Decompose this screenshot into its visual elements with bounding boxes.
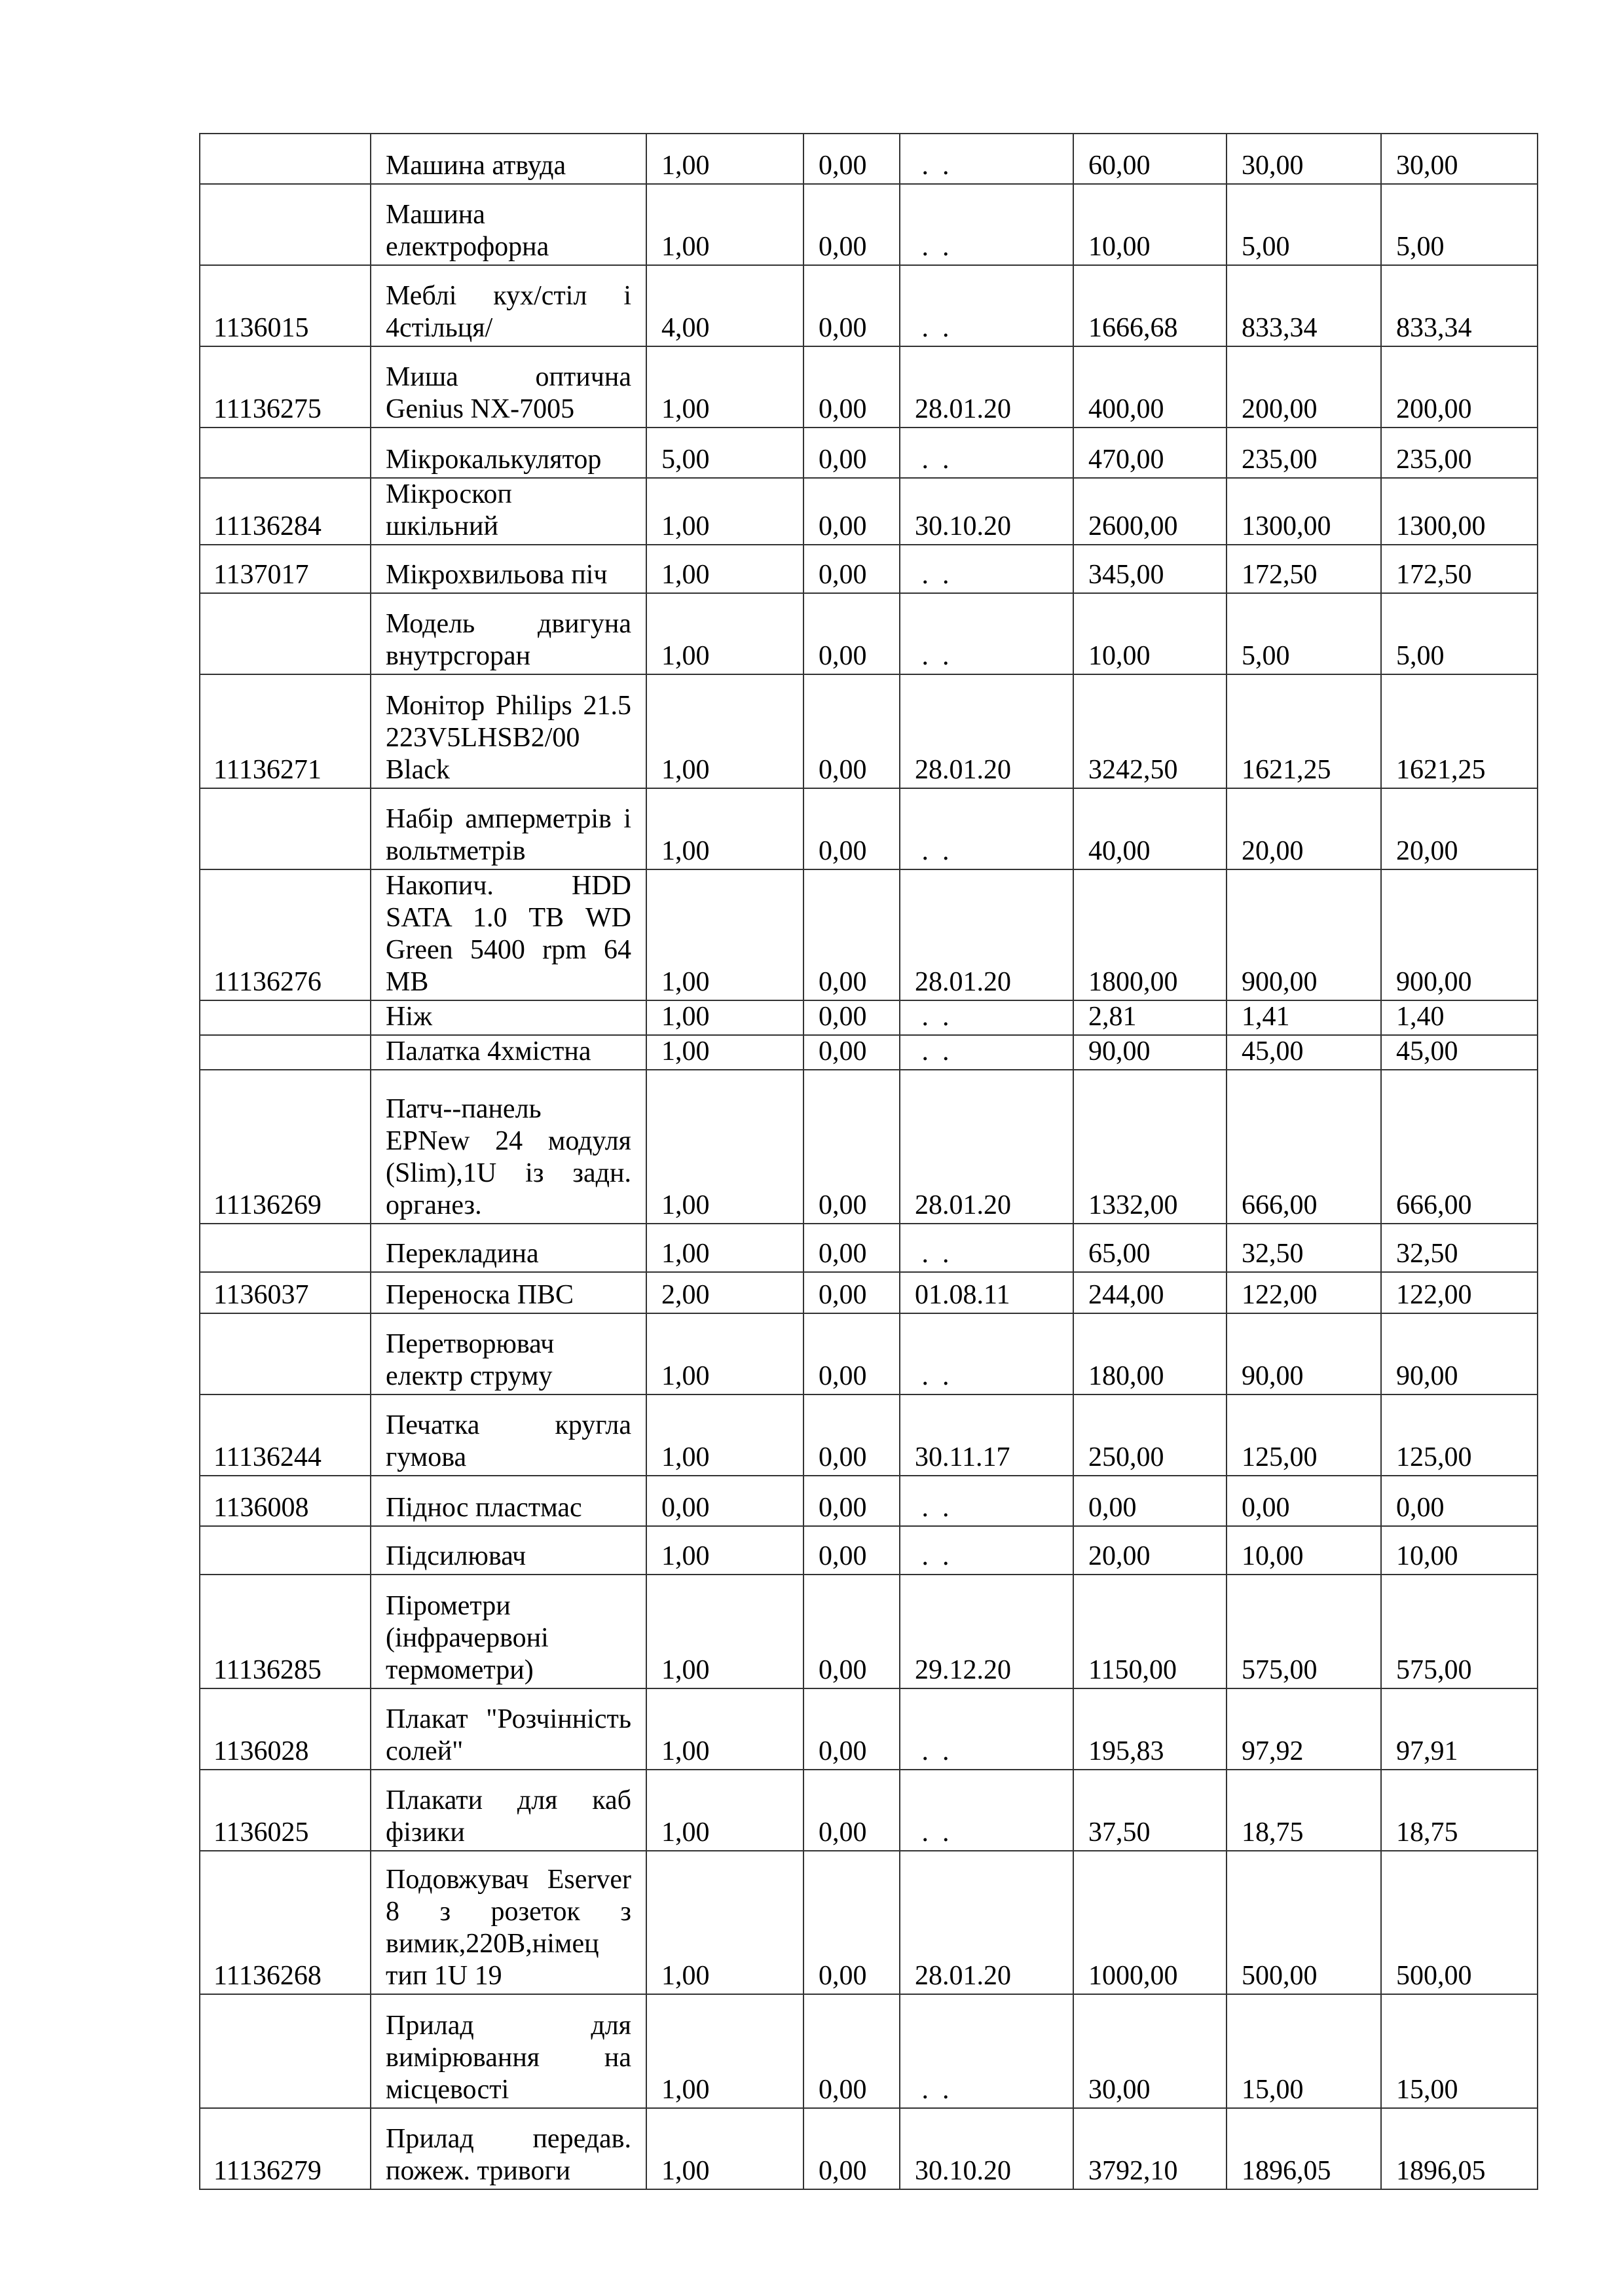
residual-value-cell: 18,75 <box>1381 1770 1538 1851</box>
residual-value-cell: 1300,00 <box>1381 478 1538 545</box>
table-row <box>200 1575 1538 1688</box>
date-cell: . . <box>900 593 1073 674</box>
inventory-code-cell: 1136015 <box>200 265 371 346</box>
sum-value-cell: 10,00 <box>1073 184 1227 265</box>
table-row <box>200 2108 1538 2189</box>
quantity-cell: 1,00 <box>646 184 803 265</box>
table-row <box>200 1688 1538 1770</box>
date-cell: . . <box>900 265 1073 346</box>
table-row <box>200 1851 1538 1994</box>
amount-col4-cell: 0,00 <box>803 184 900 265</box>
residual-value-cell: 10,00 <box>1381 1526 1538 1575</box>
table-row <box>200 545 1538 593</box>
date-cell: 30.10.20 <box>900 478 1073 545</box>
item-name-cell: Печатка кругла гумова <box>371 1394 646 1476</box>
item-name-cell: Машина електрофорна <box>371 184 646 265</box>
item-name-cell: Ніж <box>371 1000 646 1035</box>
amount-col4-cell: 0,00 <box>803 674 900 788</box>
inventory-code-cell <box>200 1994 371 2108</box>
amount-col4-cell: 0,00 <box>803 1526 900 1575</box>
table-row <box>200 593 1538 674</box>
sum-value-cell: 65,00 <box>1073 1224 1227 1272</box>
quantity-cell: 1,00 <box>646 1313 803 1394</box>
sum-value-cell: 3242,50 <box>1073 674 1227 788</box>
wear-value-cell: 20,00 <box>1227 788 1381 869</box>
table-row <box>200 1313 1538 1394</box>
item-name-cell: Патч--панель EPNew 24 модуля (Slim),1U із задн. органез. <box>371 1070 646 1224</box>
item-name-cell: Мікрокалькулятор <box>371 428 646 478</box>
table-row <box>200 1035 1538 1070</box>
amount-col4-cell: 0,00 <box>803 265 900 346</box>
amount-col4-cell: 0,00 <box>803 1035 900 1070</box>
amount-col4-cell: 0,00 <box>803 2108 900 2189</box>
sum-value-cell: 90,00 <box>1073 1035 1227 1070</box>
item-name-cell: Мікроскоп шкільний <box>371 478 646 545</box>
residual-value-cell: 575,00 <box>1381 1575 1538 1688</box>
quantity-cell: 1,00 <box>646 1575 803 1688</box>
table-row <box>200 184 1538 265</box>
amount-col4-cell: 0,00 <box>803 1394 900 1476</box>
table-row <box>200 1070 1538 1224</box>
residual-value-cell: 90,00 <box>1381 1313 1538 1394</box>
date-cell: . . <box>900 1035 1073 1070</box>
wear-value-cell: 1,41 <box>1227 1000 1381 1035</box>
table-row <box>200 478 1538 545</box>
amount-col4-cell: 0,00 <box>803 134 900 184</box>
item-name-cell: Накопич. HDD SATA 1.0 TB WD Green 5400 rpm 64 MB <box>371 869 646 1000</box>
residual-value-cell: 1621,25 <box>1381 674 1538 788</box>
item-name-cell: Плакат "Розчінність солей" <box>371 1688 646 1770</box>
inventory-code-cell <box>200 788 371 869</box>
item-name-cell: Подовжувач Eserver 8 з розеток з вимик,220В,німец тип 1U 19 <box>371 1851 646 1994</box>
item-name-cell: Прилад передав. пожеж. тривоги <box>371 2108 646 2189</box>
sum-value-cell: 1332,00 <box>1073 1070 1227 1224</box>
item-name-cell: Монітор Philips 21.5 223V5LHSB2/00 Black <box>371 674 646 788</box>
item-name-cell: Машина атвуда <box>371 134 646 184</box>
date-cell: . . <box>900 545 1073 593</box>
table-row <box>200 134 1538 184</box>
item-name-cell: Перетворювач електр струму <box>371 1313 646 1394</box>
item-name-cell: Пірометри (інфрачервоні термометри) <box>371 1575 646 1688</box>
inventory-code-cell <box>200 428 371 478</box>
inventory-code-cell: 11136275 <box>200 346 371 428</box>
item-name-cell: Прилад для вимірювання на місцевості <box>371 1994 646 2108</box>
quantity-cell: 0,00 <box>646 1476 803 1526</box>
date-cell: 30.10.20 <box>900 2108 1073 2189</box>
quantity-cell: 1,00 <box>646 788 803 869</box>
quantity-cell: 4,00 <box>646 265 803 346</box>
residual-value-cell: 0,00 <box>1381 1476 1538 1526</box>
date-cell: . . <box>900 1994 1073 2108</box>
residual-value-cell: 20,00 <box>1381 788 1538 869</box>
wear-value-cell: 200,00 <box>1227 346 1381 428</box>
date-cell: . . <box>900 428 1073 478</box>
amount-col4-cell: 0,00 <box>803 428 900 478</box>
quantity-cell: 1,00 <box>646 674 803 788</box>
inventory-code-cell <box>200 593 371 674</box>
inventory-code-cell <box>200 1313 371 1394</box>
residual-value-cell: 833,34 <box>1381 265 1538 346</box>
item-name-cell: Плакати для каб фізики <box>371 1770 646 1851</box>
quantity-cell: 1,00 <box>646 1994 803 2108</box>
residual-value-cell: 900,00 <box>1381 869 1538 1000</box>
residual-value-cell: 500,00 <box>1381 1851 1538 1994</box>
table-row <box>200 1224 1538 1272</box>
amount-col4-cell: 0,00 <box>803 1688 900 1770</box>
amount-col4-cell: 0,00 <box>803 1476 900 1526</box>
wear-value-cell: 833,34 <box>1227 265 1381 346</box>
amount-col4-cell: 0,00 <box>803 346 900 428</box>
inventory-code-cell: 1137017 <box>200 545 371 593</box>
residual-value-cell: 15,00 <box>1381 1994 1538 2108</box>
quantity-cell: 1,00 <box>646 1526 803 1575</box>
inventory-code-cell: 11136271 <box>200 674 371 788</box>
wear-value-cell: 575,00 <box>1227 1575 1381 1688</box>
amount-col4-cell: 0,00 <box>803 1770 900 1851</box>
date-cell: 28.01.20 <box>900 346 1073 428</box>
inventory-code-cell <box>200 184 371 265</box>
sum-value-cell: 400,00 <box>1073 346 1227 428</box>
amount-col4-cell: 0,00 <box>803 593 900 674</box>
amount-col4-cell: 0,00 <box>803 1000 900 1035</box>
date-cell: . . <box>900 134 1073 184</box>
inventory-table <box>199 133 1538 2190</box>
date-cell: 28.01.20 <box>900 674 1073 788</box>
inventory-code-cell: 1136025 <box>200 1770 371 1851</box>
wear-value-cell: 172,50 <box>1227 545 1381 593</box>
residual-value-cell: 1896,05 <box>1381 2108 1538 2189</box>
quantity-cell: 5,00 <box>646 428 803 478</box>
date-cell: . . <box>900 1526 1073 1575</box>
item-name-cell: Мікрохвильова піч <box>371 545 646 593</box>
amount-col4-cell: 0,00 <box>803 1272 900 1313</box>
wear-value-cell: 1896,05 <box>1227 2108 1381 2189</box>
wear-value-cell: 5,00 <box>1227 184 1381 265</box>
date-cell: . . <box>900 1770 1073 1851</box>
inventory-code-cell: 11136284 <box>200 478 371 545</box>
wear-value-cell: 666,00 <box>1227 1070 1381 1224</box>
date-cell: . . <box>900 1000 1073 1035</box>
quantity-cell: 1,00 <box>646 545 803 593</box>
wear-value-cell: 18,75 <box>1227 1770 1381 1851</box>
residual-value-cell: 172,50 <box>1381 545 1538 593</box>
table-row <box>200 1272 1538 1313</box>
date-cell: . . <box>900 788 1073 869</box>
inventory-code-cell: 1136037 <box>200 1272 371 1313</box>
quantity-cell: 1,00 <box>646 1000 803 1035</box>
amount-col4-cell: 0,00 <box>803 478 900 545</box>
item-name-cell: Перекладина <box>371 1224 646 1272</box>
residual-value-cell: 125,00 <box>1381 1394 1538 1476</box>
table-body <box>200 134 1538 2189</box>
sum-value-cell: 195,83 <box>1073 1688 1227 1770</box>
sum-value-cell: 1666,68 <box>1073 265 1227 346</box>
inventory-code-cell: 11136276 <box>200 869 371 1000</box>
amount-col4-cell: 0,00 <box>803 1224 900 1272</box>
date-cell: 30.11.17 <box>900 1394 1073 1476</box>
quantity-cell: 1,00 <box>646 1224 803 1272</box>
residual-value-cell: 1,40 <box>1381 1000 1538 1035</box>
wear-value-cell: 15,00 <box>1227 1994 1381 2108</box>
date-cell: . . <box>900 184 1073 265</box>
residual-value-cell: 235,00 <box>1381 428 1538 478</box>
table-row <box>200 1526 1538 1575</box>
date-cell: . . <box>900 1688 1073 1770</box>
table-row <box>200 1994 1538 2108</box>
table-row <box>200 1476 1538 1526</box>
quantity-cell: 1,00 <box>646 1770 803 1851</box>
date-cell: 28.01.20 <box>900 1851 1073 1994</box>
wear-value-cell: 90,00 <box>1227 1313 1381 1394</box>
quantity-cell: 2,00 <box>646 1272 803 1313</box>
inventory-code-cell: 1136008 <box>200 1476 371 1526</box>
amount-col4-cell: 0,00 <box>803 1313 900 1394</box>
sum-value-cell: 37,50 <box>1073 1770 1227 1851</box>
wear-value-cell: 45,00 <box>1227 1035 1381 1070</box>
wear-value-cell: 10,00 <box>1227 1526 1381 1575</box>
date-cell: 28.01.20 <box>900 869 1073 1000</box>
sum-value-cell: 180,00 <box>1073 1313 1227 1394</box>
sum-value-cell: 20,00 <box>1073 1526 1227 1575</box>
sum-value-cell: 470,00 <box>1073 428 1227 478</box>
item-name-cell: Модель двигуна внутрсгоран <box>371 593 646 674</box>
quantity-cell: 1,00 <box>646 2108 803 2189</box>
sum-value-cell: 3792,10 <box>1073 2108 1227 2189</box>
quantity-cell: 1,00 <box>646 869 803 1000</box>
quantity-cell: 1,00 <box>646 346 803 428</box>
amount-col4-cell: 0,00 <box>803 545 900 593</box>
inventory-code-cell <box>200 1224 371 1272</box>
quantity-cell: 1,00 <box>646 134 803 184</box>
item-name-cell: Меблі кух/стіл і 4стільця/ <box>371 265 646 346</box>
wear-value-cell: 30,00 <box>1227 134 1381 184</box>
table-row <box>200 674 1538 788</box>
inventory-code-cell: 1136028 <box>200 1688 371 1770</box>
sum-value-cell: 345,00 <box>1073 545 1227 593</box>
inventory-code-cell <box>200 1035 371 1070</box>
table-row <box>200 1000 1538 1035</box>
item-name-cell: Підсилювач <box>371 1526 646 1575</box>
wear-value-cell: 125,00 <box>1227 1394 1381 1476</box>
item-name-cell: Палатка 4хмістна <box>371 1035 646 1070</box>
wear-value-cell: 500,00 <box>1227 1851 1381 1994</box>
quantity-cell: 1,00 <box>646 1035 803 1070</box>
inventory-code-cell: 11136279 <box>200 2108 371 2189</box>
date-cell: . . <box>900 1476 1073 1526</box>
sum-value-cell: 250,00 <box>1073 1394 1227 1476</box>
residual-value-cell: 45,00 <box>1381 1035 1538 1070</box>
residual-value-cell: 200,00 <box>1381 346 1538 428</box>
amount-col4-cell: 0,00 <box>803 869 900 1000</box>
item-name-cell: Переноска ПВС <box>371 1272 646 1313</box>
amount-col4-cell: 0,00 <box>803 1851 900 1994</box>
sum-value-cell: 1000,00 <box>1073 1851 1227 1994</box>
quantity-cell: 1,00 <box>646 1688 803 1770</box>
date-cell: . . <box>900 1224 1073 1272</box>
table-row <box>200 788 1538 869</box>
item-name-cell: Піднос пластмас <box>371 1476 646 1526</box>
inventory-code-cell: 11136269 <box>200 1070 371 1224</box>
sum-value-cell: 1150,00 <box>1073 1575 1227 1688</box>
sum-value-cell: 244,00 <box>1073 1272 1227 1313</box>
wear-value-cell: 5,00 <box>1227 593 1381 674</box>
table-row <box>200 265 1538 346</box>
date-cell: 01.08.11 <box>900 1272 1073 1313</box>
residual-value-cell: 5,00 <box>1381 593 1538 674</box>
quantity-cell: 1,00 <box>646 1070 803 1224</box>
inventory-code-cell: 11136244 <box>200 1394 371 1476</box>
wear-value-cell: 900,00 <box>1227 869 1381 1000</box>
item-name-cell: Миша оптична Genius NX-7005 <box>371 346 646 428</box>
amount-col4-cell: 0,00 <box>803 788 900 869</box>
date-cell: . . <box>900 1313 1073 1394</box>
inventory-code-cell: 11136268 <box>200 1851 371 1994</box>
item-name-cell: Набір амперметрів і вольтметрів <box>371 788 646 869</box>
sum-value-cell: 10,00 <box>1073 593 1227 674</box>
wear-value-cell: 1621,25 <box>1227 674 1381 788</box>
residual-value-cell: 5,00 <box>1381 184 1538 265</box>
residual-value-cell: 97,91 <box>1381 1688 1538 1770</box>
quantity-cell: 1,00 <box>646 1394 803 1476</box>
quantity-cell: 1,00 <box>646 478 803 545</box>
inventory-code-cell: 11136285 <box>200 1575 371 1688</box>
wear-value-cell: 0,00 <box>1227 1476 1381 1526</box>
quantity-cell: 1,00 <box>646 1851 803 1994</box>
table-row <box>200 1394 1538 1476</box>
inventory-code-cell <box>200 1526 371 1575</box>
sum-value-cell: 60,00 <box>1073 134 1227 184</box>
inventory-code-cell <box>200 1000 371 1035</box>
sum-value-cell: 30,00 <box>1073 1994 1227 2108</box>
date-cell: 29.12.20 <box>900 1575 1073 1688</box>
residual-value-cell: 32,50 <box>1381 1224 1538 1272</box>
wear-value-cell: 235,00 <box>1227 428 1381 478</box>
sum-value-cell: 0,00 <box>1073 1476 1227 1526</box>
table-row <box>200 1770 1538 1851</box>
residual-value-cell: 122,00 <box>1381 1272 1538 1313</box>
table-row <box>200 869 1538 1000</box>
amount-col4-cell: 0,00 <box>803 1070 900 1224</box>
table-row <box>200 428 1538 478</box>
amount-col4-cell: 0,00 <box>803 1994 900 2108</box>
date-cell: 28.01.20 <box>900 1070 1073 1224</box>
wear-value-cell: 97,92 <box>1227 1688 1381 1770</box>
amount-col4-cell: 0,00 <box>803 1575 900 1688</box>
quantity-cell: 1,00 <box>646 593 803 674</box>
table-row <box>200 346 1538 428</box>
residual-value-cell: 30,00 <box>1381 134 1538 184</box>
sum-value-cell: 40,00 <box>1073 788 1227 869</box>
sum-value-cell: 1800,00 <box>1073 869 1227 1000</box>
sum-value-cell: 2600,00 <box>1073 478 1227 545</box>
inventory-code-cell <box>200 134 371 184</box>
wear-value-cell: 32,50 <box>1227 1224 1381 1272</box>
residual-value-cell: 666,00 <box>1381 1070 1538 1224</box>
wear-value-cell: 1300,00 <box>1227 478 1381 545</box>
sum-value-cell: 2,81 <box>1073 1000 1227 1035</box>
wear-value-cell: 122,00 <box>1227 1272 1381 1313</box>
